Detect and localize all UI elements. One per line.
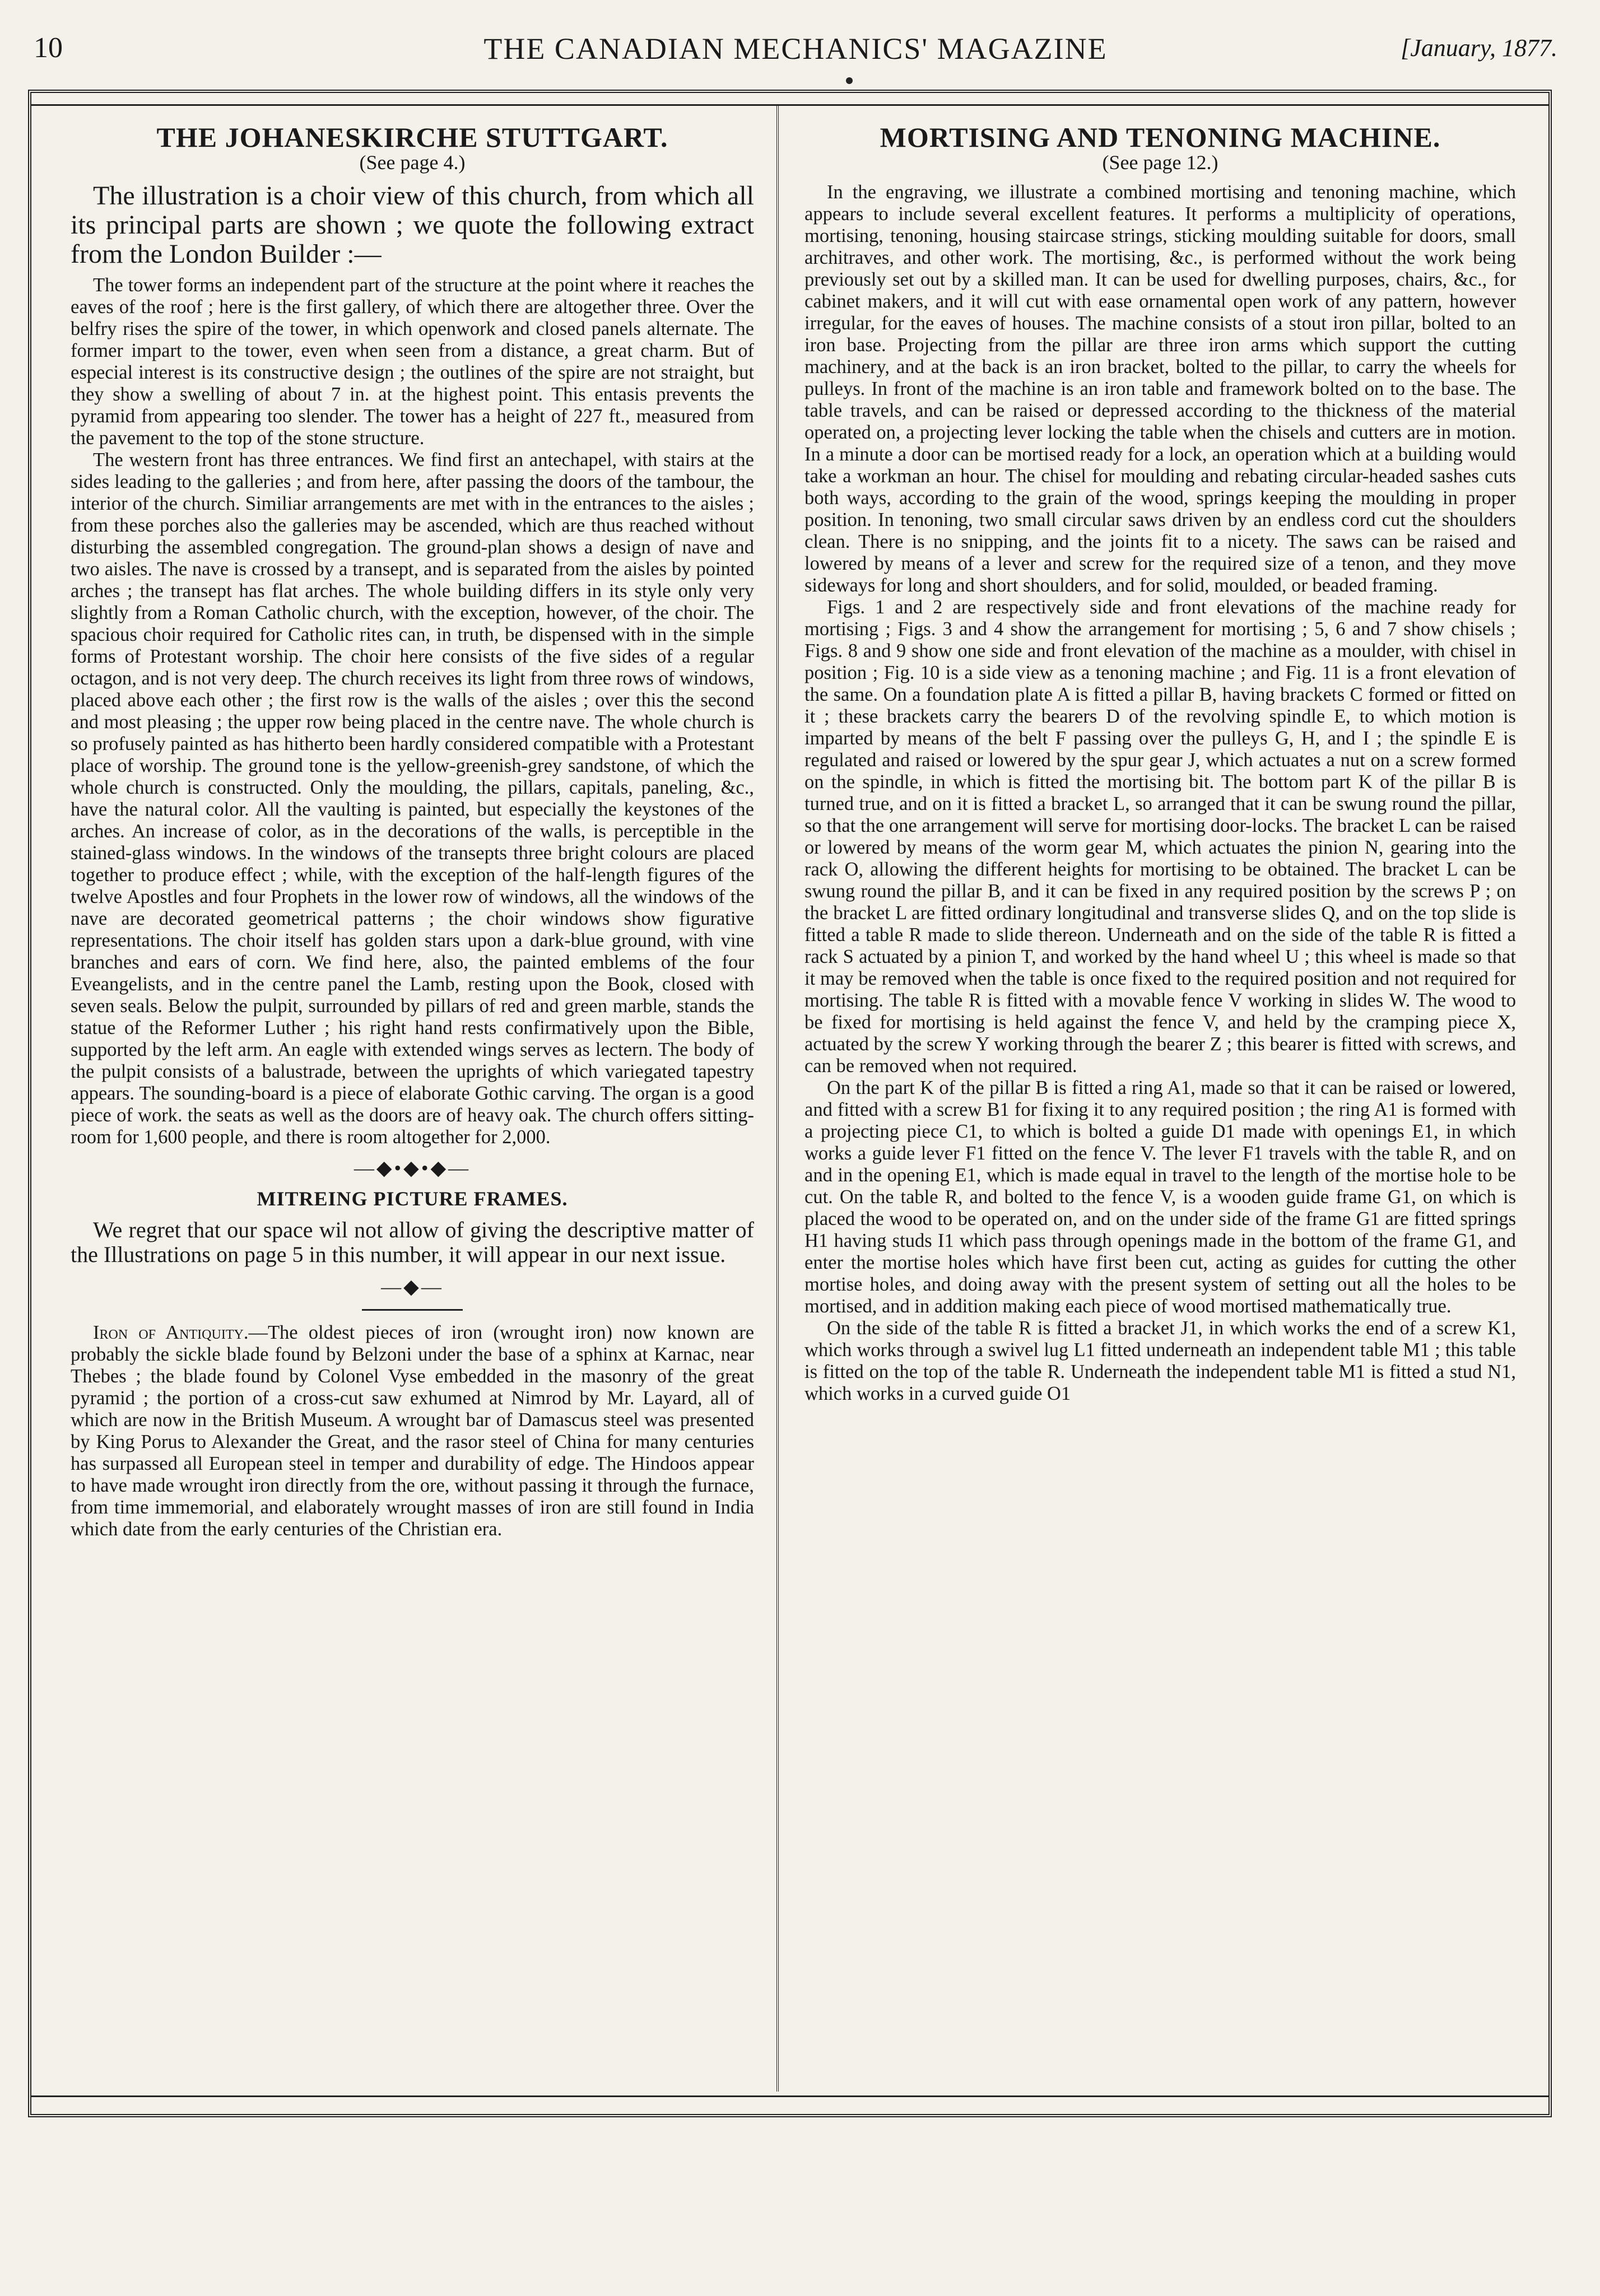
right-column: [804, 122, 1516, 1405]
article-intro: The illustration is a choir view of this church, from which all its principal parts are shown ; we quote the following extract from the London Builder :—: [71, 181, 754, 269]
column-divider: [776, 104, 779, 2092]
paragraph-iron-antiquity: [71, 1322, 754, 1540]
see-page-12: (See page 12.): [1102, 151, 1218, 174]
bottom-rule: [31, 2095, 1548, 2097]
page-number: 10: [34, 32, 63, 64]
see-page-4: (See page 4.): [359, 151, 466, 174]
paragraph: The western front has three entrances. We find first an antechapel, with stairs at the sides leading to the galleries ; and from here, after passing the doors of the tambour, the interior of the church. Similiar arrangements are met with in the entrances to the aisles ; from these porches also the galleries may be ascended, which are thus reached without disturbing the assembled congregation. The ground-plan shows a design of nave and two aisles. The nave is crossed by a transept, and is separated from the aisles by pointed arches ; the transept has flat arches. The whole building differs in its style only very slightly from a Roman Catholic church, with the exception, however, of the choir. The spacious choir required for Catholic rites can, in truth, be dispensed with in the simple forms of Protestant worship. The choir here consists of the five sides of a regular octagon, and is not very deep. The church receives its light from three rows of windows, placed above each other ; the first row is the walls of the aisles ; over this the second and most pleasing ; the upper row being placed in the centre nave. The whole church is so profusely painted as has hitherto been hardly considered compatible with a Protestant place of worship. The ground tone is the yellow-greenish-grey sandstone, of which the whole church is constructed. Only the moulding, the pillars, capitals, paneling, &c., have the natural color. All the vaulting is painted, but especially the keystones of the arches. An increase of color, as in the decorations of the walls, is perceptible in the stained-glass windows. In the windows of the transepts three bright colours are placed together to produce effect ; while, with the exception of the half-length figures of the twelve Apostles and four Prophets in the lower row of windows, all the windows of the nave are decorated geometrical patterns ; the choir windows show figurative representations. The choir itself has golden stars upon a dark-blue ground, with vine branches and ears of corn. We find here, also, the painted emblems of the four Eveangelists, and in the centre panel the Lamb, resting upon the Book, closed with seven seals. Below the pulpit, surrounded by pillars of red and green marble, stands the statue of the Reformer Luther ; his right hand rests confirmatively upon the Bible, supported by the left arm. An eagle with extended wings serves as lectern. The body of the pulpit consists of a balustrade, between the uprights of which variegated tapestry appears. The sounding-board is a piece of elaborate Gothic carving. The organ is a good piece of work. the seats as well as the doors are of heavy oak. The church offers sitting-room for 1,600 people, and there is room altogether for 2,000.: [71, 449, 754, 1148]
article-title-mortising: MORTISING AND TENONING MACHINE.: [880, 122, 1441, 153]
magazine-title: THE CANADIAN MECHANICS' MAGAZINE: [483, 32, 1108, 66]
paragraph: Figs. 1 and 2 are respectively side and front elevations of the machine ready for mortising ; Figs. 3 and 4 show the arrangement for mortising ; 5, 6 and 7 show chisels ; Figs. 8 and 9 show one side and front elevation of the machine as a moulder, with chisel in position ; Fig. 10 is a side view as a tenoning machine ; and Fig. 11 is a front elevation of the same. On a foundation plate A is fitted a pillar B, having brackets C formed or fitted on it ; these brackets carry the bearers D of the revolving spindle E, to which motion is imparted by means of the belt F passing over the pulleys G, H, and I ; the spindle E is regulated and raised or lowered by the spur gear J, which actuates a nut on a screw formed on the spindle, in which is fitted the mortising bit. The bottom part K of the pillar B is turned true, and on it is fitted a bracket L, so arranged that it can be swung round the pillar, so that the one arrangement will serve for mortising door-locks. The bracket L can be raised or lowered by means of the worm gear M, which actuates the pinion N, gearing into the rack O, allowing the different heights for mortising to be obtained. The bracket L can be swung round the pillar B, and it can be fixed in any required position by the screws P ; on the bracket L are fitted ordinary longitudinal and transverse slides Q, and on the top slide is fitted a table R made to slide thereon. Underneath and on the side of the table R is fitted a rack S actuated by a pinion T, and worked by the hand wheel U ; this wheel is made so that it may be removed when the table is once fixed to the required position and not required for mortising. The table R is fitted with a movable fence V working in slides W. The wood to be fixed for mortising is held against the fence V, and held by the cramping piece X, actuated by the screw Y working through the bearer Z ; this bearer is fitted with screws, and can be removed when not required.: [804, 597, 1516, 1077]
article-title-mitreing: MITREING PICTURE FRAMES.: [257, 1187, 568, 1210]
paragraph: We regret that our space wil not allow of giving the descriptive matter of the Illustrations on page 5 in this number, it will appear in our next issue.: [71, 1217, 754, 1267]
article-title-johaneskirche: THE JOHANESKIRCHE STUTTGART.: [156, 122, 668, 153]
paragraph-lead: Iron of Antiquity.: [93, 1322, 249, 1343]
left-column: [71, 122, 755, 1540]
paragraph-body: —The oldest pieces of iron (wrought iron) now known are probably the sickle blade found by Belzoni under the base of a sphinx at Karnac, near Thebes ; the blade found by Colonel Vyse embedded in the masonry of the great pyramid ; the portion of a cross-cut saw exhumed at Nimrod by Mr. Layard, all of which are now in the British Museum. A wrought bar of Damascus steel was presented by King Porus to Alexander the Great, and the rasor steel of China for many centuries has surpassed all European steel in temper and durability of edge. The Hindoos appear to have made wrought iron directly from the ore, without passing it through the furnace, from time immemorial, and elaborately wrought masses of iron are still found in India which date from the early centuries of the Christian era.: [71, 1322, 755, 1540]
paragraph: On the part K of the pillar B is fitted a ring A1, made so that it can be raised or lowered, and fitted with a screw B1 for fixing it to any required position ; the ring A1 is formed with a projecting piece C1, to which is bolted a guide D1 made with openings E1, in which works a guide lever F1 fitted on the fence V. The lever F1 travels with the table R, and on and in the opening E1, which is made equal in travel to the length of the mortise hole to be cut. On the table R, and bolted to the fence V, is a wooden guide frame G1, on which is placed the wood to be operated on, and on the under side of the frame G1 are fitted springs H1 having studs I1 which pass through openings made in the bottom of the frame G1, and enter the mortise holes which have first been cut, acting as guides for cutting the other mortise holes, and doing away with the present system of setting out all the holes to be mortised, and in addition making each piece of wood mortised mathematically true.: [804, 1077, 1516, 1317]
separator-rule: [362, 1309, 463, 1311]
page-frame: [28, 90, 1552, 2117]
section-ornament: —◆—: [381, 1275, 444, 1298]
paragraph: The tower forms an independent part of the structure at the point where it reaches the eaves of the roof ; here is the first gallery, of which there are altogether three. Over the belfry rises the spire of the tower, in which openwork and closed panels alternate. The former impart to the tower, even when seen from a distance, a great charm. But of especial interest is its constructive design ; the outlines of the spire are not straight, but they show a swelling of about 7 in. at the highest point. This entasis prevents the pyramid from appearing too slender. The tower has a height of 227 ft., measured from the pavement to the top of the stone structure.: [71, 274, 754, 449]
paragraph: On the side of the table R is fitted a bracket J1, in which works the end of a screw K1, which works through a swivel lug L1 fitted underneath an independent table M1 ; this table is fitted on the top of the table R. Underneath the independent table M1 is fitted a stud N1, which works in a curved guide O1: [804, 1317, 1516, 1404]
top-rule: [31, 104, 1548, 106]
issue-date: [January, 1877.: [1401, 34, 1557, 62]
section-ornament: —◆•◆•◆—: [354, 1157, 471, 1179]
paragraph: In the engraving, we illustrate a combined mortising and tenoning machine, which appears to include several excellent features. It performs a multiplicity of operations, mortising, tenoning, housing staircase strings, sticking moulding suitable for doors, small architraves, and other work. The mortising, &c., is performed without the work being previously set out by a skilled man. It can be used for dwelling purposes, chairs, &c., for cabinet makers, and it will cut with ease ornamental open work of any pattern, however irregular, for the eaves of houses. The machine consists of a stout iron pillar, bolted to an iron base. Projecting from the pillar are three iron arms which support the cutting machinery, and at the back is an iron bracket, bolted to the pillar, to carry the wheels for pulleys. In front of the machine is an iron table and framework bolted on to the base. The table travels, and can be raised or depressed according to the thickness of the material operated on, a projecting lever locking the table when the chisels and cutters are in motion. In a minute a door can be mortised ready for a lock, an operation which at a building would take a workman an hour. The chisel for moulding and rebating circular-headed sashes cuts both ways, according to the grain of the wood, springs keeping the moulding in proper position. In tenoning, two small circular saws driven by an endless cord cut the shoulders clean. There is no snipping, and the joints fit to a nicety. The saws can be raised and lowered by means of a lever and screw for the required size of a tenon, and they move sideways for long and short shoulders, and for solid, moulded, or beaded framing.: [804, 181, 1516, 596]
header-dot-ornament: [846, 77, 853, 84]
running-head: [34, 31, 1557, 82]
